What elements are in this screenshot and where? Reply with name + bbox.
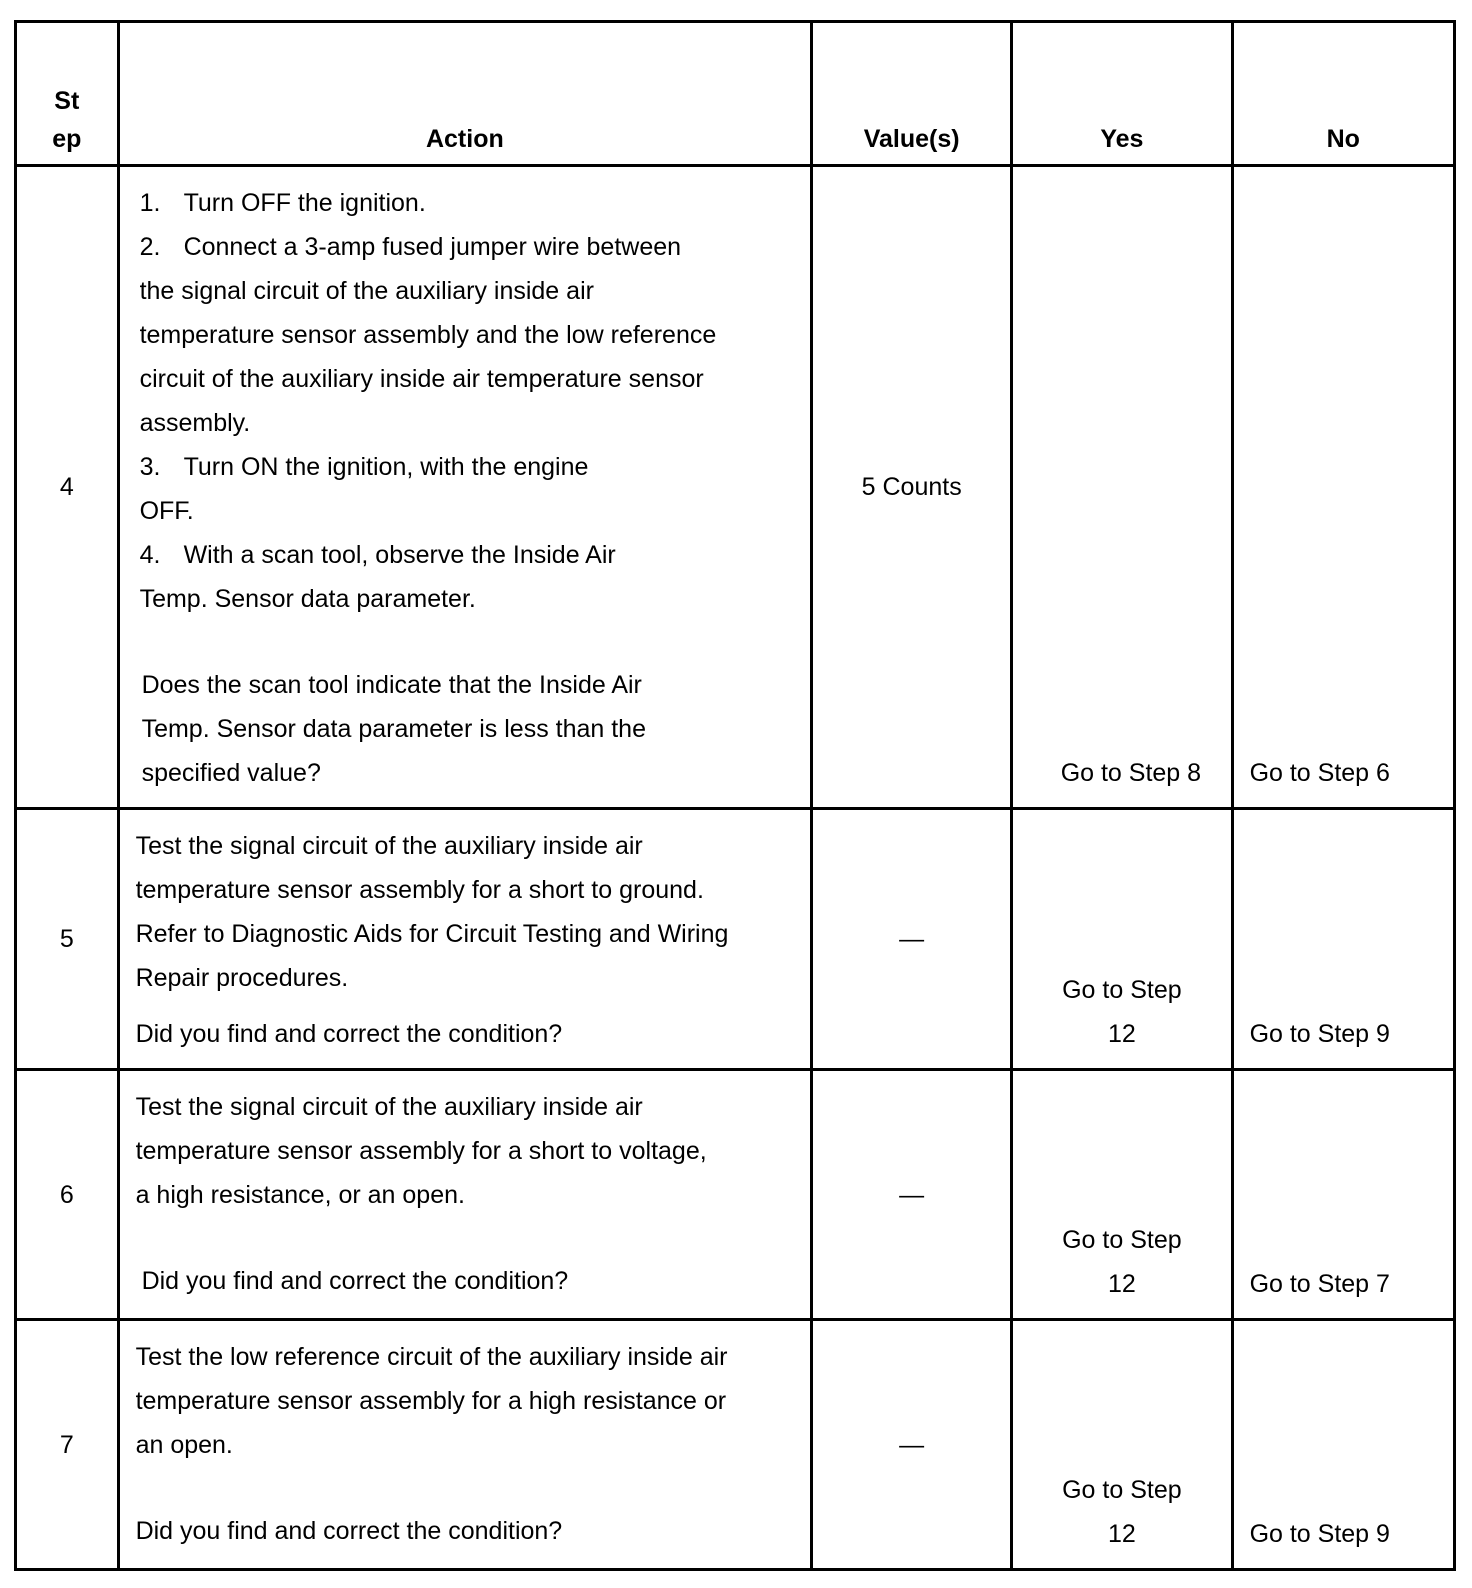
- header-no: No: [1232, 22, 1454, 166]
- item-number: 4.: [139, 541, 161, 569]
- table-row-step-6: [16, 1070, 1455, 1320]
- item-text: With a scan tool, observe the Inside Air Temp. Sensor data parameter.: [139, 541, 616, 613]
- item-text: Turn ON the ignition, with the engine OFF.: [139, 453, 589, 525]
- header-values: Value(s): [812, 22, 1012, 166]
- table-row-step-4: [16, 166, 1455, 809]
- action-list-item: [136, 181, 803, 225]
- action-cell: [118, 809, 812, 1070]
- yes-link-line1: Go to Step: [1062, 976, 1182, 1004]
- action-question: Did you find and correct the condition?: [135, 1020, 563, 1048]
- header-step-line2: ep: [52, 125, 82, 153]
- no-link[interactable]: Go to Step 6: [1232, 166, 1454, 809]
- table-row-step-5: [16, 809, 1455, 1070]
- yes-link[interactable]: [1012, 1070, 1232, 1320]
- action-text: Test the signal circuit of the auxiliary inside air temperature sensor assembly for a short to ground. Refer to Diagnostic Aids for Circuit Testing and Wiring Repair procedures.: [135, 832, 729, 992]
- step-number: 7: [16, 1320, 119, 1570]
- yes-link[interactable]: [1012, 809, 1232, 1070]
- header-step: [16, 22, 119, 166]
- action-question: Did you find and correct the condition?: [135, 1517, 563, 1545]
- action-list-item: [136, 533, 680, 621]
- step-number: 6: [16, 1070, 119, 1320]
- header-yes: Yes: [1012, 22, 1232, 166]
- header-row: [16, 22, 1455, 166]
- yes-link-line1: Go to Step: [1062, 1476, 1182, 1504]
- value-cell: —: [812, 809, 1012, 1070]
- yes-link-line2: 12: [1107, 1020, 1136, 1048]
- action-list-item: [136, 445, 640, 533]
- yes-link[interactable]: [1012, 1320, 1232, 1570]
- action-cell: [118, 1070, 812, 1320]
- yes-link-line2: 12: [1107, 1270, 1136, 1298]
- no-link[interactable]: Go to Step 9: [1232, 809, 1454, 1070]
- action-cell: [118, 1320, 812, 1570]
- step-number: 4: [16, 166, 119, 809]
- no-link[interactable]: Go to Step 7: [1232, 1070, 1454, 1320]
- table-row-step-7: [16, 1320, 1455, 1570]
- spacer: [136, 1467, 803, 1509]
- spacer: [136, 1000, 803, 1012]
- action-question: Did you find and correct the condition?: [141, 1267, 569, 1295]
- yes-link-line1: Go to Step: [1062, 1226, 1182, 1254]
- action-cell: [118, 166, 812, 809]
- item-text: Turn OFF the ignition.: [183, 189, 426, 217]
- yes-link[interactable]: Go to Step 8: [1012, 166, 1232, 809]
- diagnostic-table: [14, 20, 1456, 1571]
- header-action: Action: [118, 22, 812, 166]
- action-text: Test the signal circuit of the auxiliary inside air temperature sensor assembly for a short to voltage, a high resistance, or an open.: [135, 1093, 707, 1209]
- value-cell: —: [812, 1070, 1012, 1320]
- step-number: 5: [16, 809, 119, 1070]
- action-list-item: [136, 225, 720, 445]
- item-number: 1.: [139, 189, 161, 217]
- item-number: 2.: [139, 233, 161, 261]
- no-link[interactable]: Go to Step 9: [1232, 1320, 1454, 1570]
- action-text: Test the low reference circuit of the auxiliary inside air temperature sensor assembly for a high resistance or an open.: [135, 1343, 728, 1459]
- header-step-line1: St: [54, 87, 80, 115]
- spacer: [136, 1217, 803, 1259]
- value-cell: —: [812, 1320, 1012, 1570]
- item-text: Connect a 3-amp fused jumper wire between the signal circuit of the auxiliary inside air temperature sensor assembly and the low reference circuit of the auxiliary inside air temperature sensor assembly.: [139, 233, 717, 437]
- spacer: [136, 621, 803, 663]
- action-question: Does the scan tool indicate that the Inside Air Temp. Sensor data parameter is less than the specified value?: [141, 671, 646, 787]
- value-cell: 5 Counts: [812, 166, 1012, 809]
- item-number: 3.: [139, 453, 161, 481]
- yes-link-line2: 12: [1107, 1520, 1136, 1548]
